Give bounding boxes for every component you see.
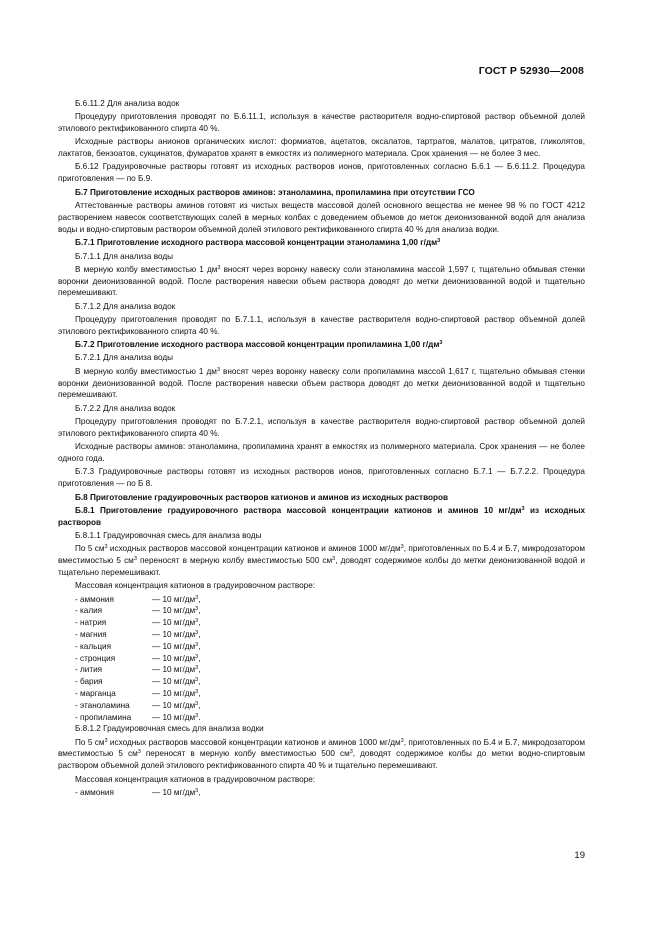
list-item-name: - пропиламина [75, 712, 132, 722]
paragraph: По 5 $см^3$ исходных растворов массовой концентрации катионов и аминов 1000 $мг/дм^3$, приготовленных по Б.4 и Б.7, микродозатором вместимостью 5 $см^3$ переносят в мерную колбу вместимостью 500 $см^3$, доводят содержимое колбы до метки деионизованной водой и тщательно перемешивают. [58, 544, 585, 577]
list-item [58, 664, 585, 676]
paragraph: Процедуру приготовления проводят по Б.7.1.1, используя в качестве растворителя водно-спиртовой раствор объемной долей этилового ректификованного спирта 40 %. [58, 315, 585, 336]
list-item-value: — 10 $мг/дм^3$, [152, 688, 201, 698]
paragraph: Б.6.12 Градуировочные растворы готовят из исходных растворов ионов, приготовленных согласно Б.6.1 — Б.6.11.2. Процедура приготовления — по Б.9. [58, 162, 585, 184]
paragraph: В мерную колбу вместимостью 1 $дм^3$ вносят через воронку навеску соли этаноламина массой 1,597 г, тщательно обмывая стенки воронки деионизованной водой. После растворения навески объем раствора доводят до метки деионизованной водой и тщательно перемешивают. [58, 264, 585, 298]
paragraph: Процедуру приготовления проводят по Б.7.2.1, используя в качестве растворителя водно-спиртовой раствор объемной долей этилового ректификованного спирта 40 %. [58, 416, 585, 438]
list-item [58, 787, 585, 799]
list-item [58, 594, 585, 606]
concentration-list-water [58, 594, 585, 724]
list-item-value: — 10 $мг/дм^3$, [152, 618, 201, 628]
list-item-name: - марганца [75, 688, 116, 698]
subclause-heading: Б.8.1.2 Градуировочная смесь для анализа водки [75, 724, 264, 734]
clause-heading: Б.7.1 Приготовление исходного раствора массовой концентрации этаноламина 1,00 $г/дм^3$ [75, 238, 441, 248]
list-item [58, 653, 585, 665]
list-item-value: — 10 $мг/дм^3$, [152, 641, 201, 651]
list-item-name: - аммония [75, 594, 114, 604]
list-item-name: - аммония [75, 787, 114, 797]
list-item-name: - калия [75, 606, 103, 616]
list-item-name: - магния [75, 629, 107, 639]
list-item-value: — 10 $мг/дм^3$, [152, 665, 201, 675]
paragraph: Массовая концентрация катионов в градуировочном растворе: [75, 581, 316, 591]
list-item-value: — 10 $мг/дм^3$, [152, 677, 201, 687]
list-item [58, 629, 585, 641]
section-heading: Б.8 Приготовление градуировочных растворов катионов и аминов из исходных растворов [75, 492, 449, 502]
list-item [58, 700, 585, 712]
subclause-heading: Б.7.1.2 Для анализа водок [75, 301, 176, 311]
list-item-name: - кальция [75, 641, 112, 651]
document-id: ГОСТ Р 52930—2008 [478, 65, 584, 77]
list-item [58, 641, 585, 653]
list-item-value: — 10 $мг/дм^3$, [152, 700, 201, 710]
paragraph: В мерную колбу вместимостью 1 $дм^3$ вносят через воронку навеску соли пропиламина массой 1,617 г, тщательно обмывая стенки воронки деионизованной водой. После растворения навески объем раствора доводят до метки деионизованной водой и тщательно перемешивают. [58, 366, 585, 400]
list-item-value: — 10 $мг/дм^3$, [152, 629, 201, 639]
list-item-value: — 10 $мг/дм^3$, [152, 606, 201, 616]
paragraph: Массовая концентрация катионов в градуировочном растворе: [75, 774, 316, 784]
section-heading: Б.7 Приготовление исходных растворов аминов: этаноламина, пропиламина при отсутствии ГСО [75, 188, 475, 198]
list-item [58, 688, 585, 700]
list-item [58, 605, 585, 617]
page-number: 19 [574, 850, 585, 861]
concentration-list-vodka [58, 787, 585, 799]
list-item [58, 712, 585, 724]
subclause-heading: Б.8.1.1 Градуировочная смесь для анализа воды [75, 531, 262, 541]
paragraph: Исходные растворы анионов органических кислот: формиатов, ацетатов, оксалатов, тартратов, малатов, цитратов, гликолятов, лактатов, бензоатов, сукцинатов, фумаратов хранят в емкостях из полимерного материала. Срок хранения — не более 3 мес. [58, 137, 585, 159]
paragraph: Исходные растворы аминов: этаноламина, пропиламина хранят в емкостях из полимерного материала. Срок хранения — не более одного года. [58, 442, 585, 463]
clause-heading: Б.8.1 Приготовление градуировочного раствора массовой концентрации катионов и аминов 10 $мг/дм^3$ из исходных растворов [58, 506, 585, 527]
list-item-value: — 10 $мг/дм^3$, [152, 787, 201, 797]
list-item-name: - бария [75, 677, 103, 687]
subclause-heading: Б.6.11.2 Для анализа водок [75, 99, 180, 108]
paragraph: Аттестованные растворы аминов готовят из чистых веществ массовой долей основного вещества не менее 98 % по ГОСТ 4212 растворением навесок соответствующих солей в мерных колбах с доведением объемов до меток деионизованной водой для анализа воды и водно-спиртовым раствором объемной долей этилового ректификованного спирта 40 % для анализа водки. [58, 201, 585, 234]
list-item [58, 617, 585, 629]
list-item [58, 676, 585, 688]
paragraph: Процедуру приготовления проводят по Б.6.11.1, используя в качестве растворителя водно-спиртовой раствор объемной долей этилового ректификованного спирта 40 %. [58, 112, 585, 134]
list-item-name: - натрия [75, 618, 107, 628]
list-item-value: — 10 $мг/дм^3$. [152, 712, 201, 722]
list-item-name: - этаноламина [75, 700, 130, 710]
list-item-value: — 10 $мг/дм^3$, [152, 594, 201, 604]
list-item-value: — 10 $мг/дм^3$, [152, 653, 201, 663]
subclause-heading: Б.7.2.1 Для анализа воды [75, 353, 174, 363]
subclause-heading: Б.7.2.2 Для анализа водок [75, 403, 176, 413]
list-item-name: - стронция [75, 653, 116, 663]
subclause-heading: Б.7.1.1 Для анализа воды [75, 251, 174, 261]
paragraph: Б.7.3 Градуировочные растворы готовят из исходных растворов ионов, приготовленных согласно Б.7.1 — Б.7.2.2. Процедура приготовления — по Б 8. [58, 467, 585, 488]
paragraph: По 5 $см^3$ исходных растворов массовой концентрации катионов и аминов 1000 $мг/дм^3$, приготовленных по Б.4 и Б.7, микродозатором вместимостью 5 $см^3$ переносят в мерную колбу вместимостью 500 $см^3$, доводят содержимое колбы до метки водно-спиртовым раствором объемной долей этилового ректификованного спирта 40 % и тщательно перемешивают. [58, 737, 585, 771]
clause-heading: Б.7.2 Приготовление исходного раствора массовой концентрации пропиламина 1,00 $г/дм^3$ [75, 340, 443, 350]
list-item-name: - лития [75, 665, 103, 675]
document-body [58, 98, 585, 799]
